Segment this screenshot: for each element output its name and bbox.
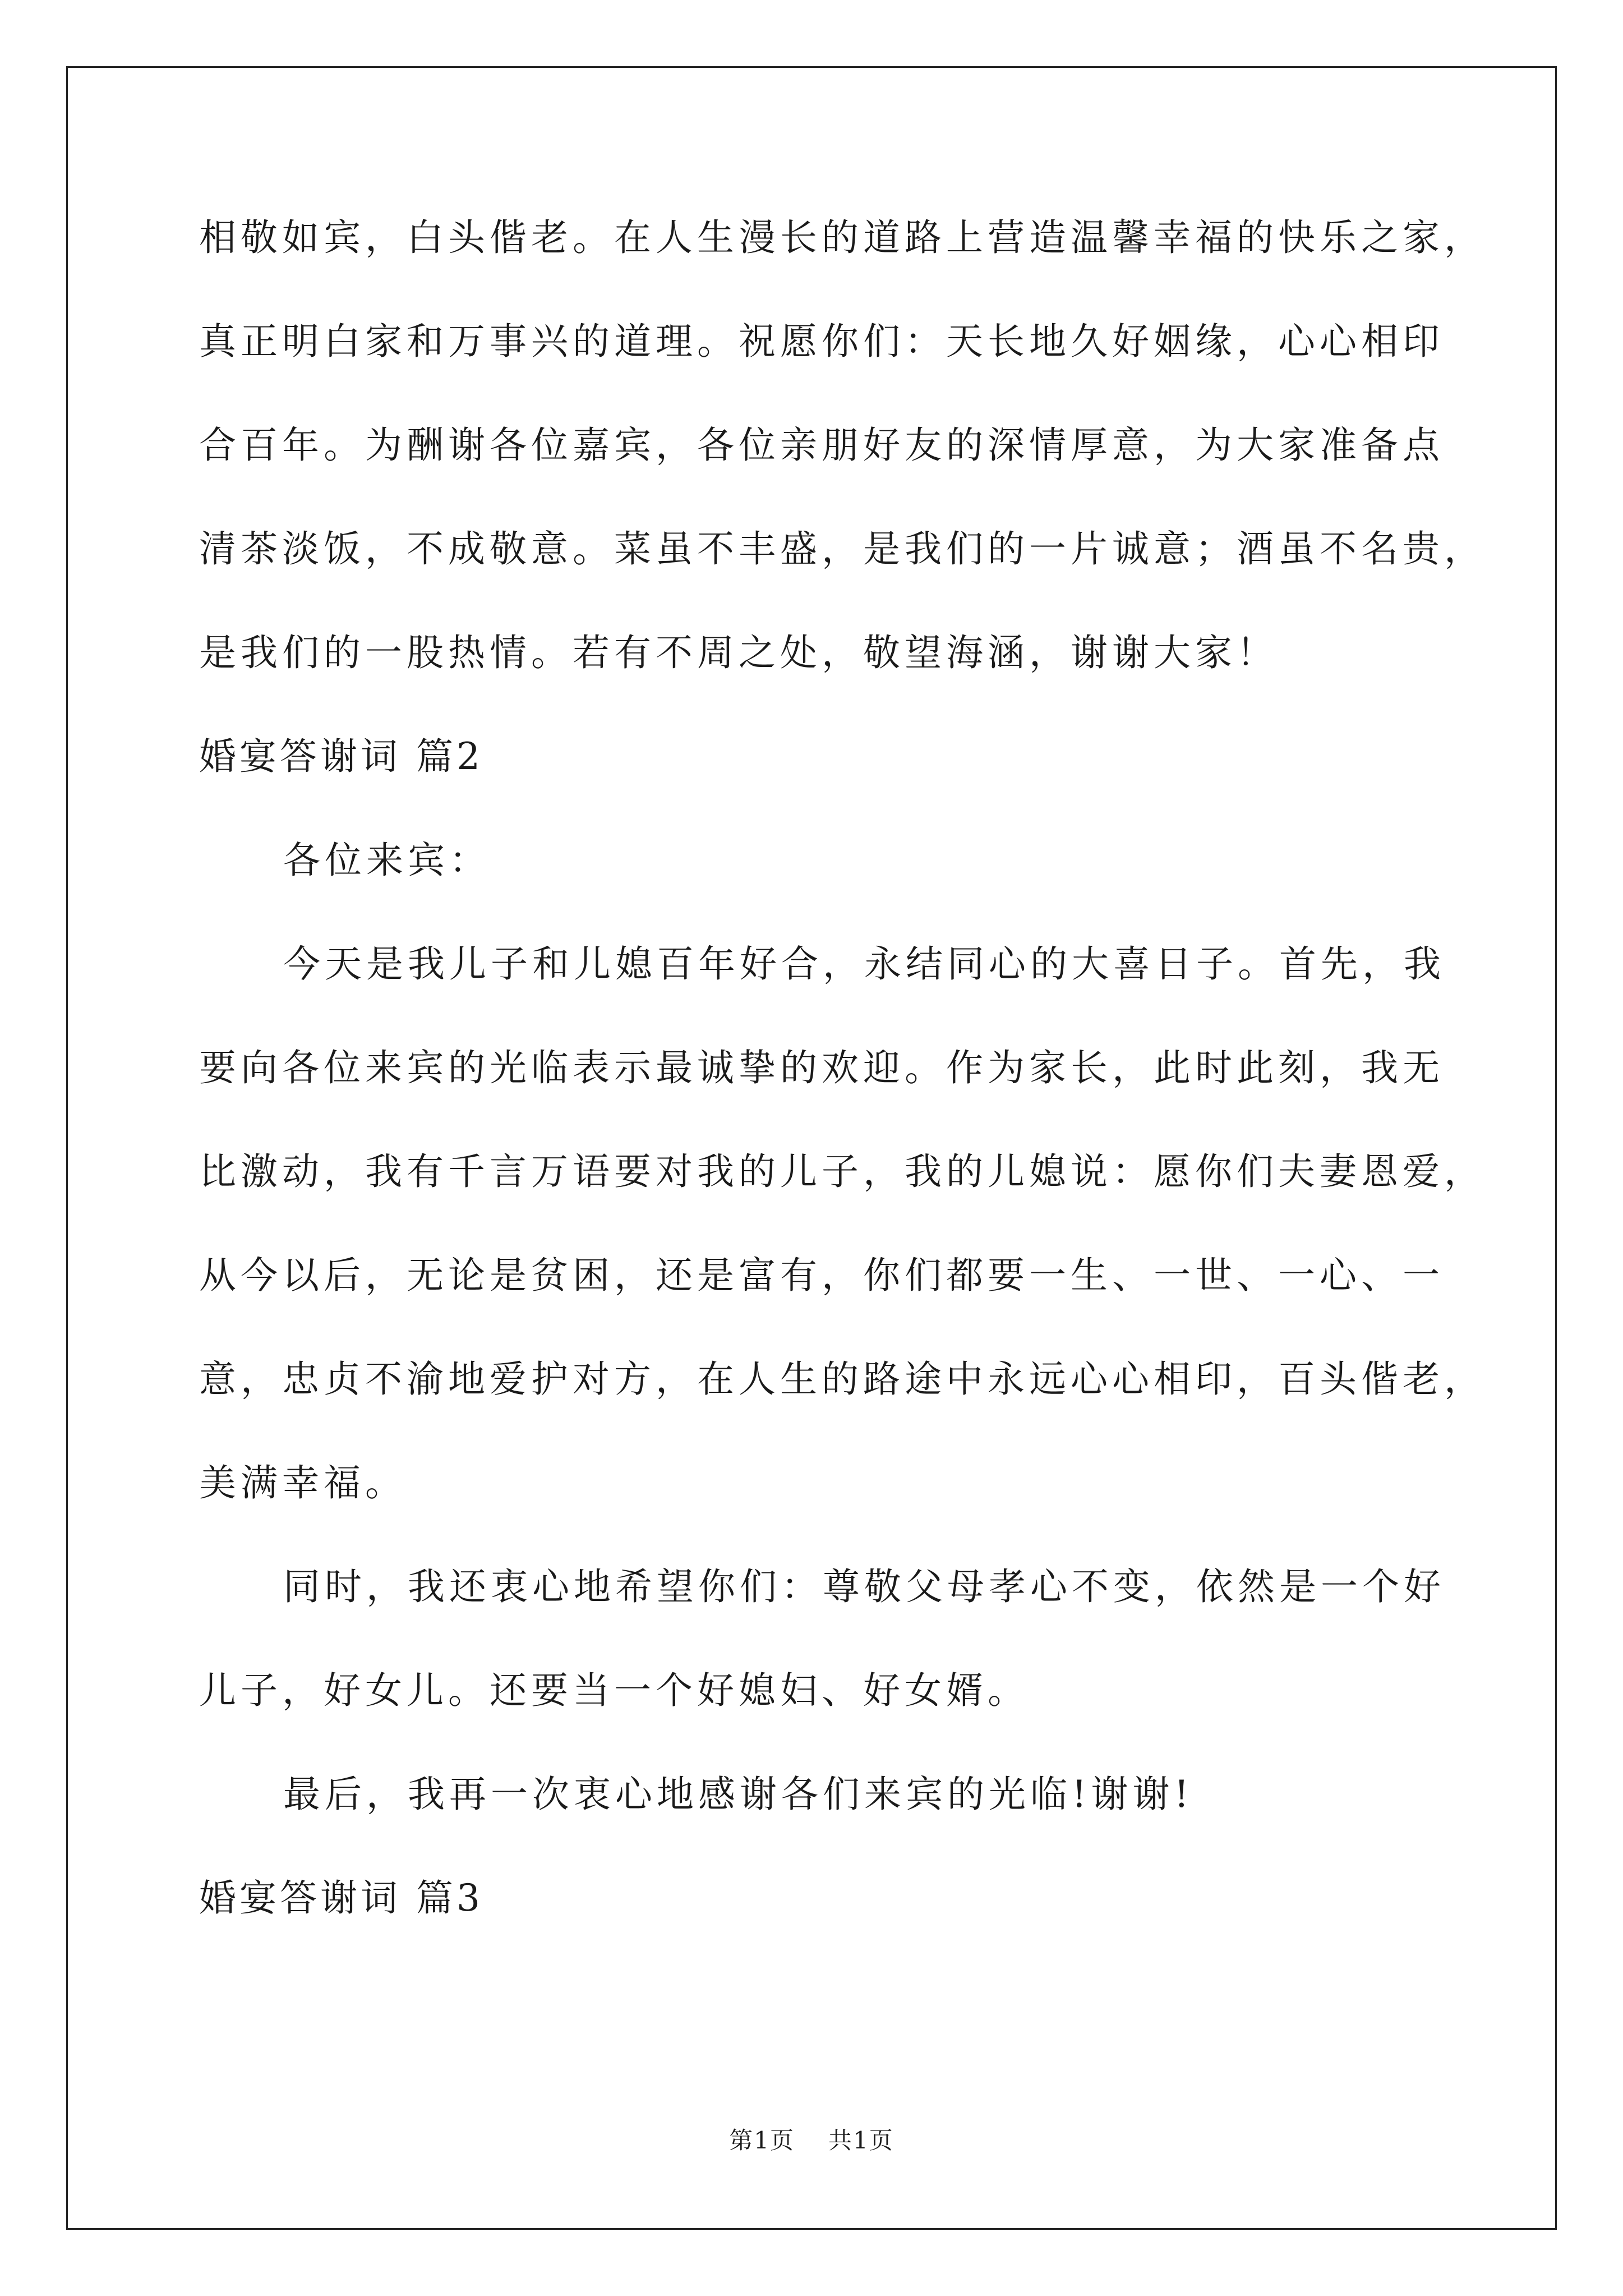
paragraph-line: 美满幸福。 xyxy=(199,1461,407,1504)
page-number: 第1页 xyxy=(729,2127,795,2154)
document-body xyxy=(199,210,1486,1974)
paragraph-line: 今天是我儿子和儿媳百年好合，永结同心的大喜日子。首先，我 xyxy=(283,942,1445,986)
paragraph-line: 从今以后，无论是贫困，还是富有，你们都要一生、一世、一心、一 xyxy=(199,1254,1444,1297)
salutation: 各位来宾： xyxy=(283,839,491,882)
page-total: 共1页 xyxy=(828,2127,894,2154)
section-heading: 婚宴答谢词 篇2 xyxy=(199,735,483,778)
paragraph-line: 要向各位来宾的光临表示最诚挚的欢迎。作为家长，此时此刻，我无 xyxy=(199,1046,1444,1089)
paragraph-line: 是我们的一股热情。若有不周之处，敬望海涵，谢谢大家！ xyxy=(199,631,1278,674)
paragraph-line: 真正明白家和万事兴的道理。祝愿你们：天长地久好姻缘，心心相印 xyxy=(199,320,1444,363)
paragraph-line: 相敬如宾，白头偕老。在人生漫长的道路上营造温馨幸福的快乐之家， xyxy=(199,216,1486,259)
paragraph-line: 儿子，好女儿。还要当一个好媳妇、好女婿。 xyxy=(199,1669,1029,1712)
page-footer xyxy=(0,2122,1623,2156)
paragraph-line: 同时，我还衷心地希望你们：尊敬父母孝心不变，依然是一个好 xyxy=(283,1565,1445,1608)
paragraph-line: 最后，我再一次衷心地感谢各们来宾的光临!谢谢! xyxy=(283,1773,1194,1816)
section-heading: 婚宴答谢词 篇3 xyxy=(199,1876,483,1920)
paragraph-line: 合百年。为酬谢各位嘉宾，各位亲朋好友的深情厚意，为大家准备点 xyxy=(199,424,1444,467)
paragraph-line: 比激动，我有千言万语要对我的儿子，我的儿媳说：愿你们夫妻恩爱， xyxy=(199,1150,1486,1193)
paragraph-line: 清茶淡饭，不成敬意。菜虽不丰盛，是我们的一片诚意；酒虽不名贵， xyxy=(199,527,1486,570)
paragraph-line: 意，忠贞不渝地爱护对方，在人生的路途中永远心心相印，百头偕老， xyxy=(199,1358,1486,1401)
